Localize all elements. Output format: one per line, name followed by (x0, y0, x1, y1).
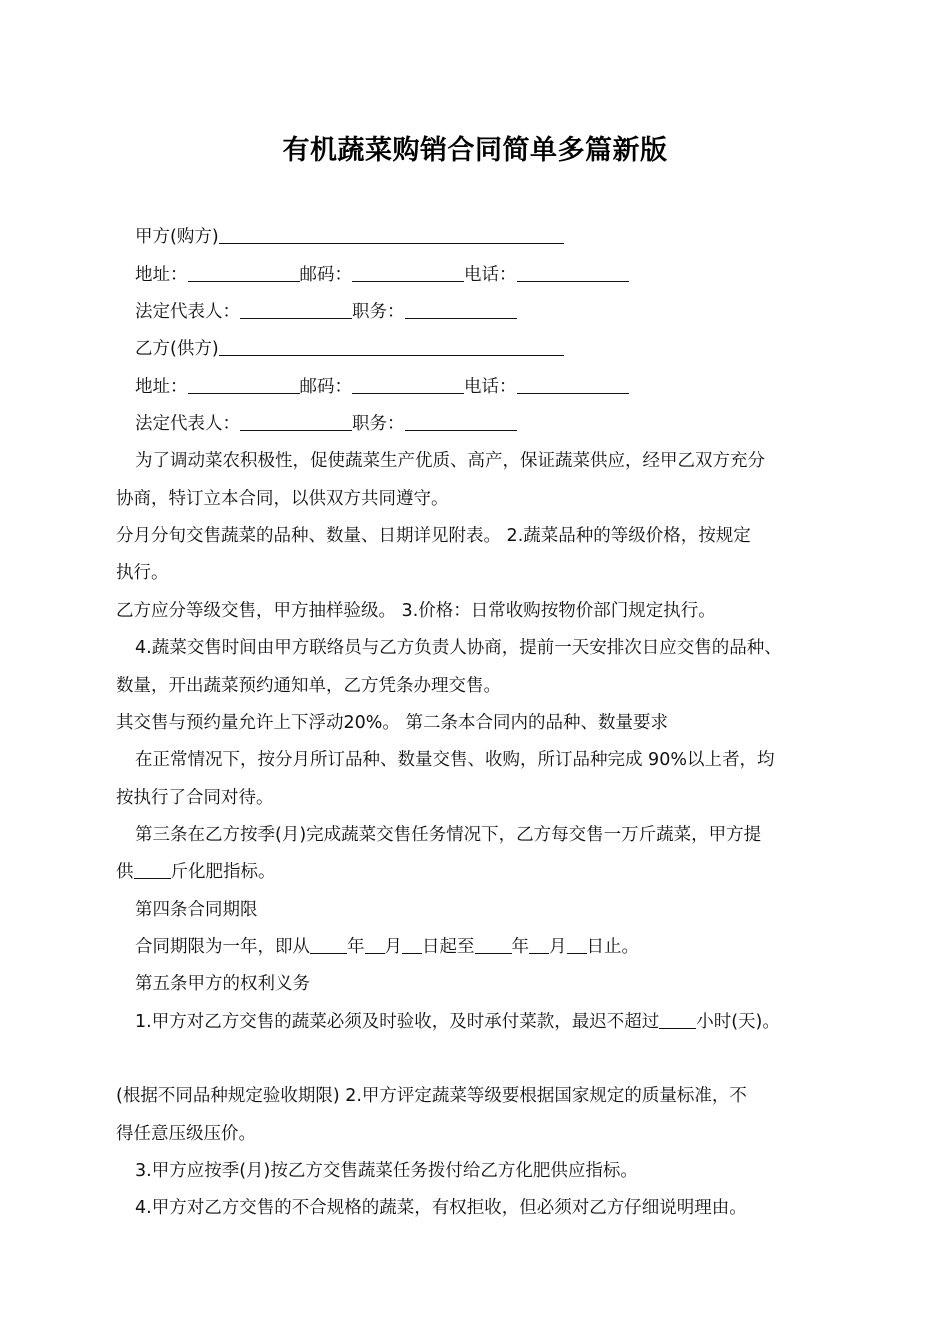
buyer-phone-label: 电话： (464, 265, 517, 285)
buyer-postcode-blank (352, 263, 464, 282)
seller-name-blank (219, 337, 564, 356)
paragraph-line: 3.甲方应按季(月)按乙方交售蔬菜任务拨付给乙方化肥供应指标。 (135, 1161, 638, 1181)
seller-phone-label: 电话： (464, 377, 517, 397)
paragraph-line: 乙方应分等级交售，甲方抽样验级。 3.价格：日常收购按物价部门规定执行。 (116, 601, 716, 621)
paragraph-line: 在正常情况下，按分月所订品种、数量交售、收购，所订品种完成 90%以上者，均 (135, 750, 775, 770)
paragraph-line: 执行。 (116, 563, 169, 583)
hours-blank (659, 1010, 696, 1029)
start-year-blank (310, 935, 347, 954)
buyer-rep-blank (240, 300, 352, 319)
text-span: 供 (116, 862, 134, 882)
seller-address-label: 地址： (135, 377, 188, 397)
buyer-address-blank (188, 263, 300, 282)
seller-rep-line (135, 406, 875, 443)
end-month-blank (529, 935, 549, 954)
seller-phone-blank (517, 375, 629, 394)
paragraph-line: 第三条在乙方按季(月)完成蔬菜交售任务情况下，乙方每交售一万斤蔬菜，甲方提 (135, 825, 762, 845)
text-span: 斤化肥指标。 (170, 862, 276, 882)
buyer-phone-blank (517, 263, 629, 282)
fertilizer-blank (134, 860, 171, 879)
seller-label: 乙方(供方) (135, 339, 219, 359)
text-span: 日起至 (422, 937, 475, 957)
paragraph-line: 数量，开出蔬菜预约通知单，乙方凭条办理交售。 (116, 676, 501, 696)
duty-line (135, 1004, 875, 1041)
buyer-contact-line (135, 257, 875, 294)
start-month-blank (365, 935, 385, 954)
end-day-blank (567, 935, 587, 954)
article-heading: 第五条甲方的权利义务 (135, 974, 310, 994)
buyer-postcode-label: 邮码： (299, 265, 352, 285)
seller-address-blank (188, 375, 300, 394)
article-heading: 第四条合同期限 (135, 900, 258, 920)
seller-contact-line (135, 369, 875, 406)
buyer-position-label: 职务： (352, 302, 405, 322)
end-year-blank (475, 935, 512, 954)
paragraph-line: 4.蔬菜交售时间由甲方联络员与乙方负责人协商，提前一天安排次日应交售的品种、 (135, 638, 782, 658)
text-span: 1.甲方对乙方交售的蔬菜必须及时验收，及时承付菜款，最迟不超过 (135, 1012, 660, 1032)
term-line (135, 929, 875, 966)
buyer-address-label: 地址： (135, 265, 188, 285)
text-span: 月 (384, 937, 402, 957)
seller-postcode-label: 邮码： (299, 377, 352, 397)
text-span: 合同期限为一年，即从 (135, 937, 310, 957)
paragraph-line: 协商，特订立本合同，以供双方共同遵守。 (116, 489, 449, 509)
text-span: 月 (549, 937, 567, 957)
buyer-rep-label: 法定代表人： (135, 302, 240, 322)
document-title: 有机蔬菜购销合同简单多篇新版 (282, 135, 668, 166)
paragraph-line: (根据不同品种规定验收期限) 2.甲方评定蔬菜等级要根据国家规定的质量标准，不 (116, 1086, 747, 1106)
buyer-name-blank (219, 225, 564, 244)
text-span: 年 (347, 937, 365, 957)
buyer-name-line (135, 219, 875, 256)
text-span: 日止。 (586, 937, 639, 957)
buyer-position-blank (405, 300, 517, 319)
seller-rep-blank (240, 412, 352, 431)
seller-name-line (135, 331, 875, 368)
seller-position-label: 职务： (352, 414, 405, 434)
paragraph-line: 为了调动菜农积极性，促使蔬菜生产优质、高产，保证蔬菜供应，经甲乙双方充分 (135, 451, 765, 471)
paragraph-line: 按执行了合同对待。 (116, 788, 274, 808)
buyer-label: 甲方(购方) (135, 227, 219, 247)
paragraph-line: 得任意压级压价。 (116, 1124, 256, 1144)
paragraph-line: 其交售与预约量允许上下浮动20%。 第二条本合同内的品种、数量要求 (116, 713, 668, 733)
seller-position-blank (405, 412, 517, 431)
seller-postcode-blank (352, 375, 464, 394)
fertilizer-line (116, 854, 856, 891)
paragraph-line: 分月分旬交售蔬菜的品种、数量、日期详见附表。 2.蔬菜品种的等级价格，按规定 (116, 526, 751, 546)
buyer-rep-line (135, 294, 875, 331)
paragraph-line: 4.甲方对乙方交售的不合规格的蔬菜，有权拒收，但必须对乙方仔细说明理由。 (135, 1198, 747, 1218)
text-span: 年 (511, 937, 529, 957)
seller-rep-label: 法定代表人： (135, 414, 240, 434)
start-day-blank (402, 935, 422, 954)
text-span: 小时(天)。 (696, 1012, 780, 1032)
